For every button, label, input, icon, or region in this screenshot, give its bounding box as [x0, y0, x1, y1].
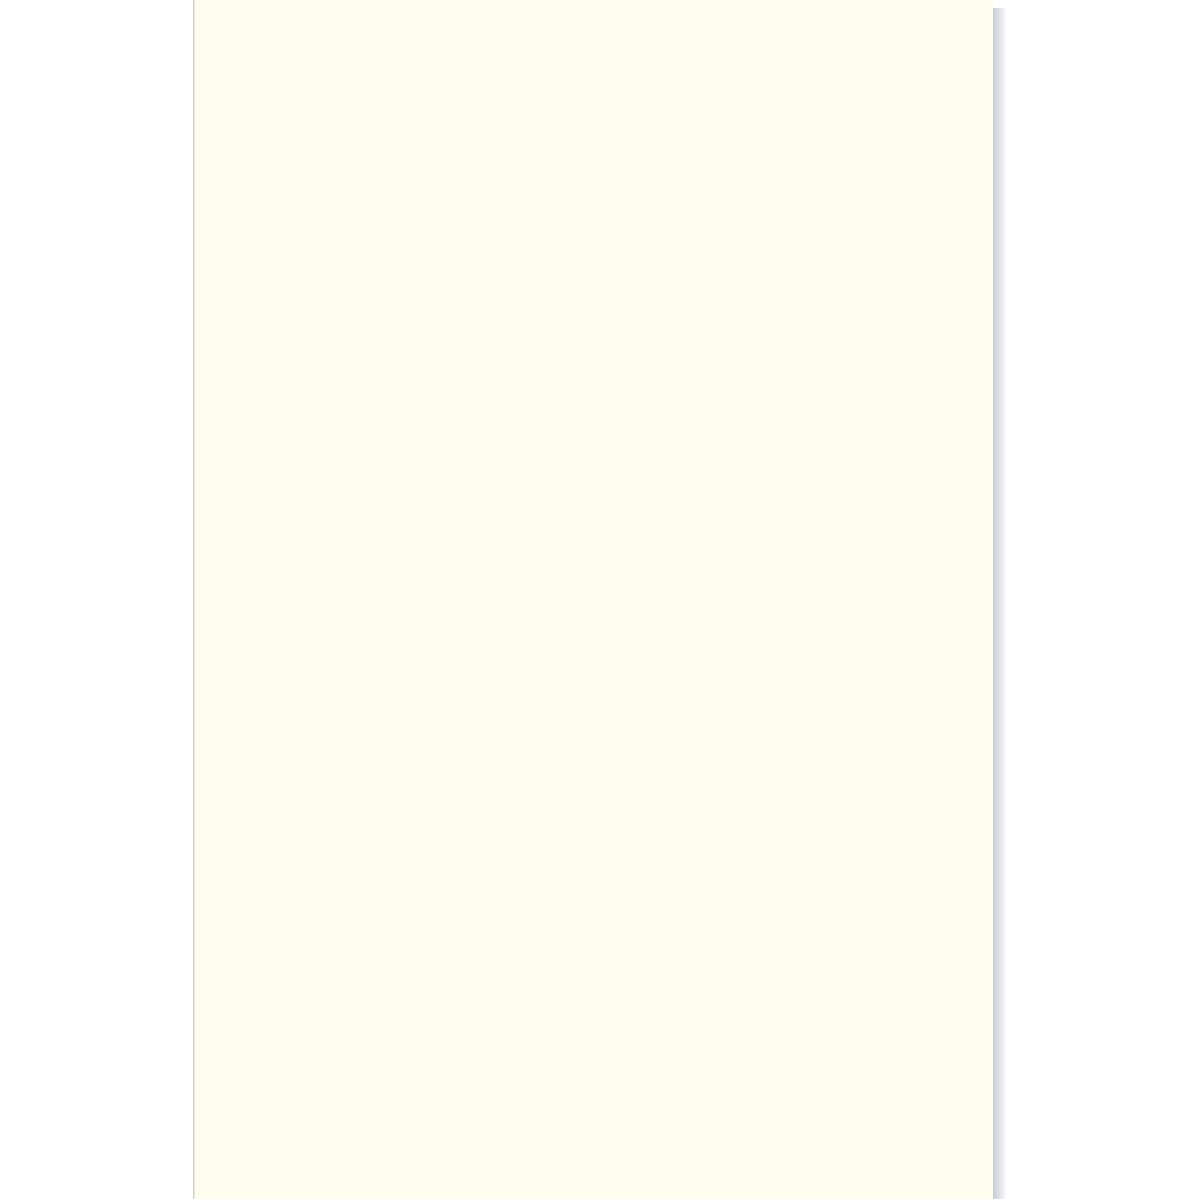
paper-left-edge: [193, 0, 195, 1199]
paper-right-edge-shadow: [993, 8, 1007, 1199]
paper-page: [193, 0, 993, 1199]
